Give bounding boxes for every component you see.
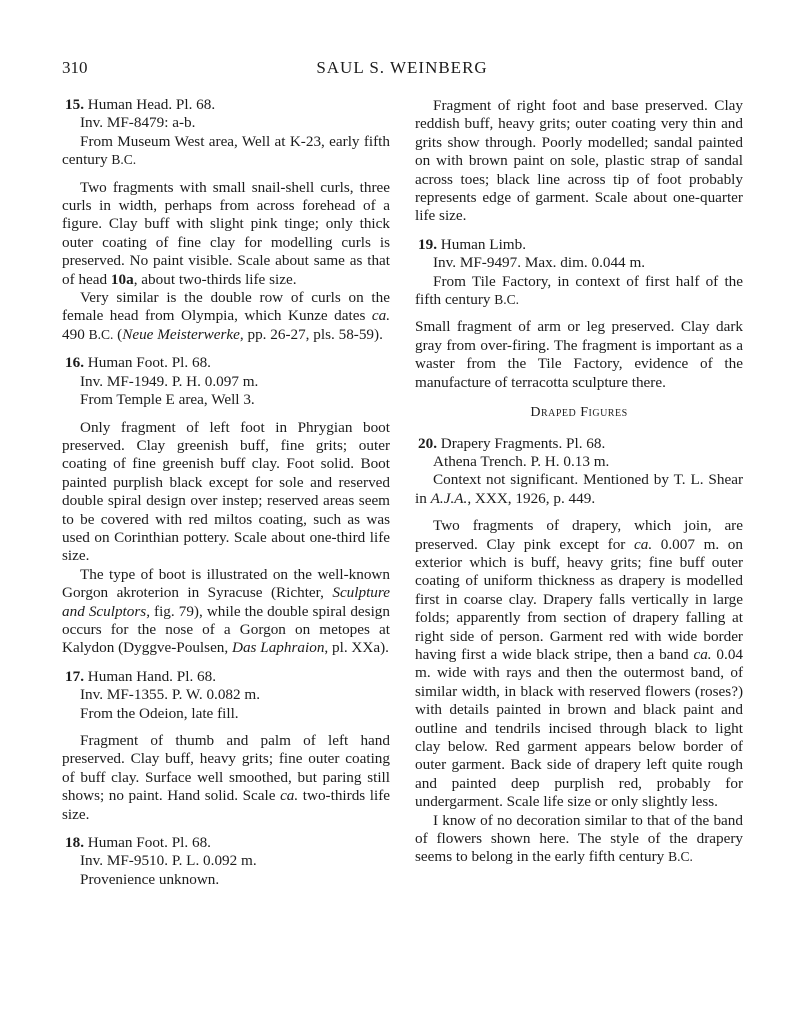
description-paragraph [62,179,390,289]
text-run: , pl. XXa). [324,639,389,657]
era-text: B.C. [494,292,520,308]
entry-heading [415,236,743,254]
entry-heading [62,354,390,372]
abbrev: ca. [371,307,390,325]
text-run: , pp. 26-27, pls. 58-59). [239,325,383,343]
section-heading: Draped Figures [530,405,628,421]
catalogue-entry-15 [62,96,390,344]
context-line: From Temple E area, Well 3. [80,391,255,409]
inventory-line: Inv. MF-9510. P. L. 0.092 m. [80,852,257,870]
text-run: two-thirds life size. [62,787,391,823]
context-line [62,133,390,170]
entry-title: Human Limb. [436,235,526,253]
entry-number: 18. [65,834,84,852]
catalogue-entry-17 [62,668,390,824]
entry-heading [62,834,390,852]
comparison-paragraph [415,812,743,867]
text-run: Two fragments with small snail-shell curls, three curls in width, perhaps from across forehead of a figure. Clay buff with slight pink tinge; only thick outer coating of fine clay for modelling curls is preserved. No paint visible. Scale about same as that of head [62,178,390,288]
catalogue-entry-18 [62,834,390,889]
text-run: 0.04 m. wide with rays and then the outermost band, of similar width, in black with reserved flowers (roses?) with details painted in brown and black paint and outline and tendrils incised through black to light clay below. Red garment appears below border of outer garment. Back side of drapery left quite rough and painted deep purplish red, probably for undergarment. Scale life size or only slightly less. [415,645,744,811]
comparison-paragraph [62,289,390,344]
entry-title: Human Head. Pl. 68. [83,96,216,113]
entry-title: Human Foot. Pl. 68. [83,834,211,852]
context-line: Provenience unknown. [80,870,220,888]
running-head: SAUL S. WEINBERG [316,58,488,77]
context-text: From Museum West area, Well at K-23, early fifth century [62,132,390,169]
page-header [62,58,742,84]
context-line [415,471,743,508]
era-text: B.C. [111,152,137,168]
entry-heading [62,668,390,686]
entry-number: 15. [65,96,84,113]
text-run: The type of boot is illustrated on the well-known Gorgon akroterion in Syracuse (Richter, [62,565,390,602]
cross-reference: 10a [110,270,134,288]
page-number: 310 [62,58,88,77]
right-column [415,97,743,877]
inventory-line: Inv. MF-9497. Max. dim. 0.044 m. [433,254,646,272]
text-run: I know of no decoration similar to that of the band of flowers shown here. The style of the drapery seems to belong in the early fifth century [415,811,743,866]
entry-heading [415,435,743,453]
inventory-line: Inv. MF-1949. P. H. 0.097 m. [80,372,259,390]
text-run: Context not significant. Mentioned by T. L. Shear in [415,471,743,507]
left-column [62,96,390,899]
entry-title: Human Hand. Pl. 68. [83,667,217,685]
text-run: ( [113,325,123,343]
abbrev: ca. [693,645,712,663]
entry-heading [62,96,390,114]
catalogue-entry-16 [62,354,390,658]
abbrev: ca. [634,535,653,553]
inventory-line: Inv. MF-1355. P. W. 0.082 m. [80,686,261,704]
description-paragraph [415,517,743,812]
description-paragraph: Only fragment of left foot in Phrygian boot preserved. Clay greenish buff, fine grits; outer coating of fine greenish buff clay. Foot solid. Boot painted purplish black except for sole and reserved double spiral design over instep; reserved areas seem to be covered with red miltos coating, such as was used on Corinthian pottery. Scale about one-third life size. [62,418,390,565]
entry-number: 20. [418,434,437,452]
entry-number: 17. [65,667,84,685]
entry-number: 19. [418,235,437,253]
citation-title: Neue Meisterwerke [122,325,240,343]
abbrev: ca. [280,787,299,805]
citation-title: A.J.A. [430,489,468,507]
catalogue-entry-19 [415,236,743,392]
text-run: , XXX, 1926, p. 449. [467,489,596,507]
context-line: From the Odeion, late fill. [80,704,239,722]
entry-title: Human Foot. Pl. 68. [83,354,211,372]
description-paragraph: Small fragment of arm or leg preserved. Clay dark gray from over-firing. The fragment is important as a waster from the Tile Factory, evidence of the manufacture of terracotta sculpture there. [415,318,743,391]
description-paragraph [62,732,390,824]
context-text: From Tile Factory, in context of first half of the fifth century [415,272,743,309]
context-line [415,273,743,310]
comparison-paragraph [62,566,390,658]
text-run: Two fragments of drapery, which join, are preserved. Clay pink except for [415,517,743,553]
entry-title: Drapery Fragments. Pl. 68. [436,434,606,452]
text-run: 490 [62,325,89,343]
era-text: B.C. [668,849,693,865]
catalogue-entry-20 [415,435,743,867]
inventory-line: Athena Trench. P. H. 0.13 m. [433,452,610,470]
text-run: , fig. 79), while the double spiral design occurs for the nose of a Gorgon on metopes at Kalydon (Dyggve-Poulsen, [62,602,390,657]
text-run: 0.007 m. on exterior which is buff, heavy grits; fine buff outer coating of uniform thickness as drapery is modelled first in coarse clay. Drapery falls vertically in large folds; apparently from section of drapery falling at right side of person. Garment red with wide border having first a wide black stripe, then a band [415,535,743,663]
citation-title: Sculpture and Sculptors [62,584,390,620]
inventory-line: Inv. MF-8479: a-b. [80,114,196,132]
text-run: , about two-thirds life size. [133,270,297,288]
text-run: Fragment of thumb and palm of left hand preserved. Clay buff, heavy grits; fine outer coating of buff clay. Surface well smoothed, but paring still shows; no paint. Hand solid. Scale [62,732,390,805]
entry-18-description: Fragment of right foot and base preserved. Clay reddish buff, heavy grits; outer coating very thin and grits show through. Poorly modelled; sandal painted on with brown paint on sole, plastic strap of sandal across toes; black line across tip of foot probably represents edge of garment. Scale about one-quarter life size. [415,97,743,225]
citation-title: Das Laphraion [232,639,325,657]
era-text: B.C. [88,326,114,342]
entry-number: 16. [65,354,84,372]
text-run: Very similar is the double row of curls on the female head from Olympia, which Kunze dates [62,289,390,325]
